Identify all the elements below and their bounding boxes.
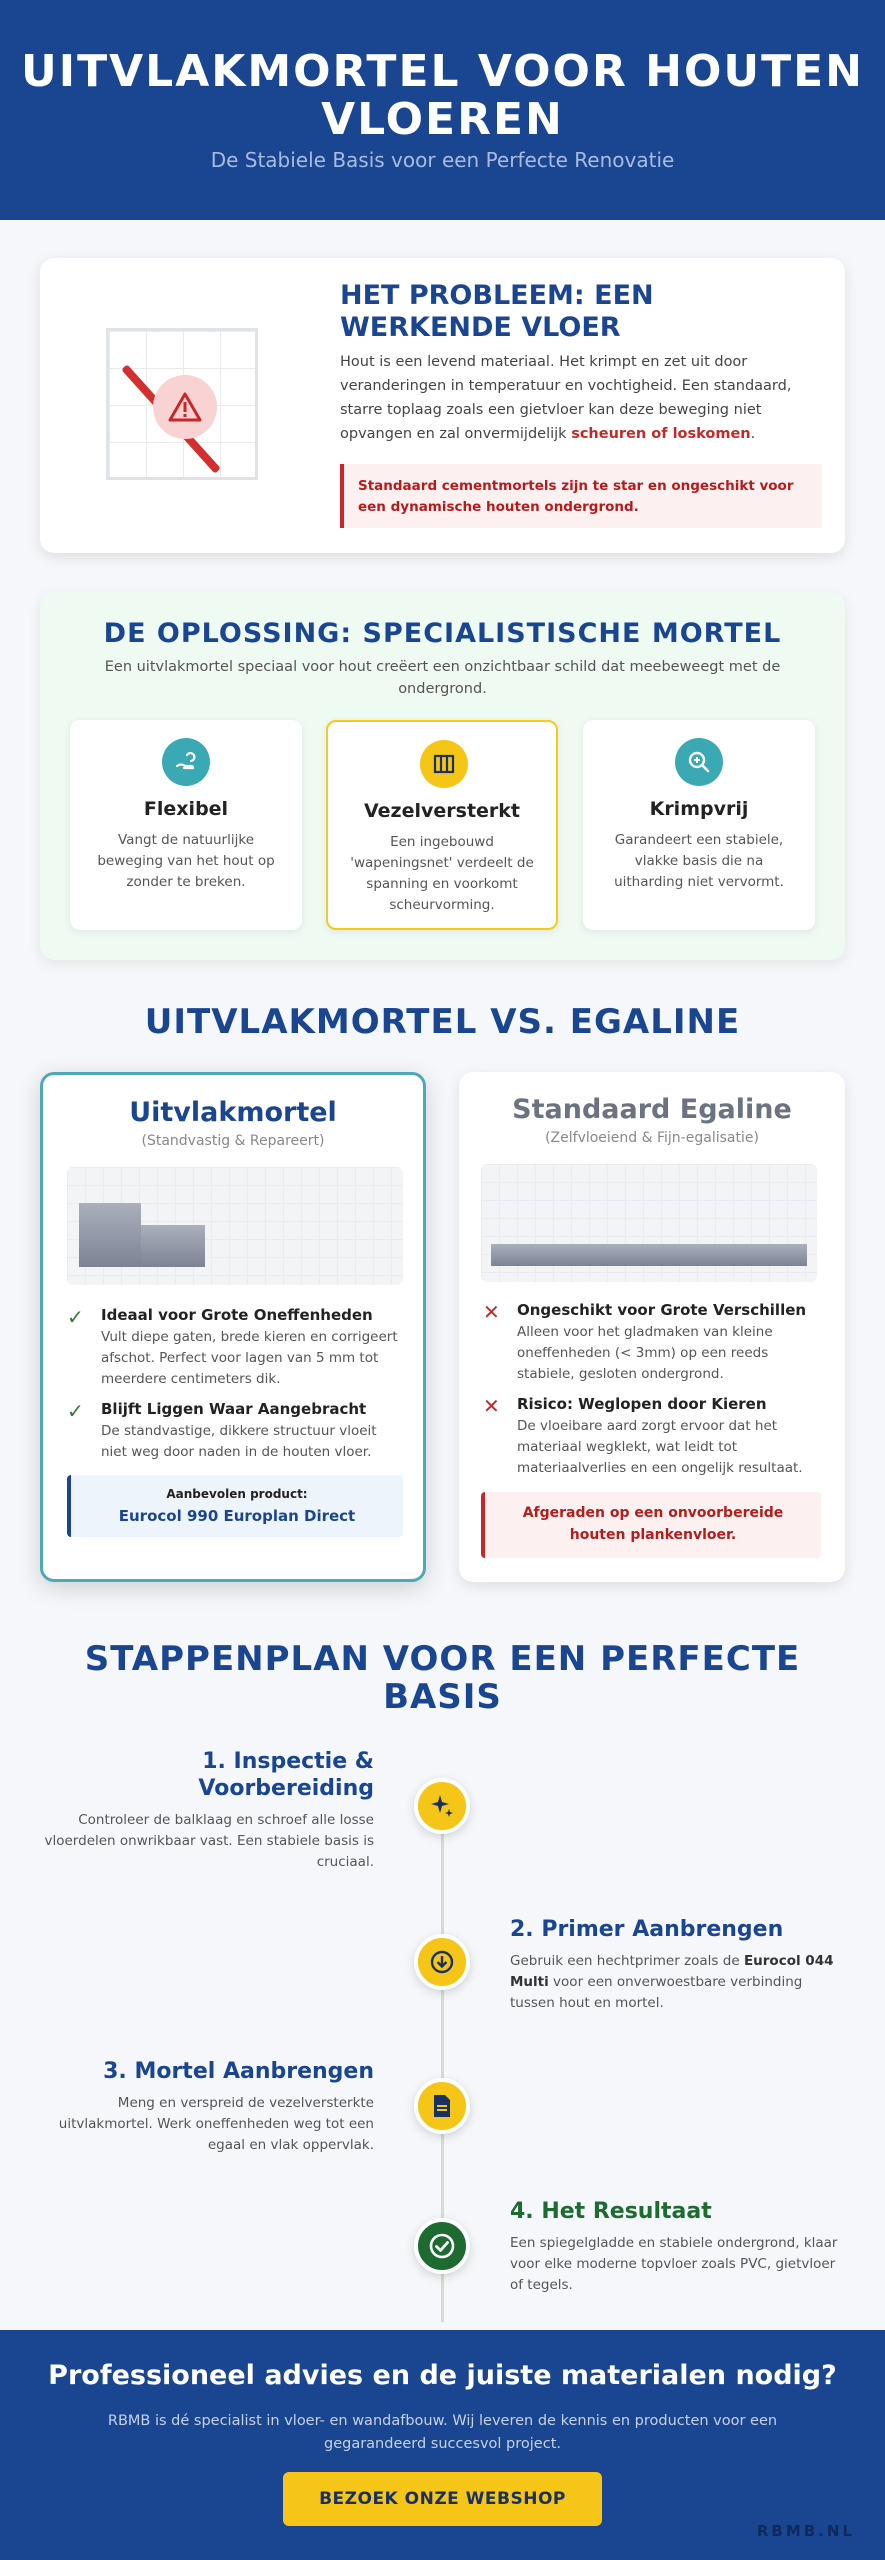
step-title: 2. Primer Aanbrengen [510,1917,784,1942]
comparison-pro-item [67,1305,403,1390]
step-title: 1. Inspectie & Voorbereiding [198,1749,374,1801]
item-text: De standvastige, dikkere structuur vloeit niet weg door naden in de houten vloer. [101,1423,377,1460]
page-title: UITVLAKMORTEL VOOR HOUTEN VLOEREN [20,46,864,145]
download-circle-icon [414,1934,470,1990]
solution-section [40,592,845,960]
check-icon: ✓ [67,1399,84,1423]
cross-icon: ✕ [483,1394,500,1418]
item-text: De vloeibare aard zorgt ervoor dat het materiaal wegklekt, wat leidt tot materiaalverlies en een ongelijk resultaat. [517,1418,803,1476]
cross-icon: ✕ [483,1300,500,1324]
egaline-thin-layer [491,1244,807,1266]
comparison-card-egaline [459,1072,845,1582]
cracked-floor-illustration [106,328,258,480]
flexible-hand-icon [162,738,210,786]
mortar-layer-thick [79,1203,141,1267]
recommended-product [67,1475,403,1537]
uneven-floor-illustration [67,1167,403,1285]
recommended-product-name: Eurocol 990 Europlan Direct [118,1507,356,1525]
problem-alert: Standaard cementmortels zijn te star en ongeschikt voor een dynamische houten ondergrond. [340,464,822,528]
item-title: Ideaal voor Grote Oneffenheden [101,1306,373,1324]
comparison-card-subtitle: (Standvastig & Repareert) [141,1133,325,1149]
step-text: Een spiegelgladde en stabiele ondergrond, klaar voor elke moderne topvloer zoals PVC, gietvloer of tegels. [510,2235,838,2293]
item-text: Vult diepe gaten, brede kieren en corrigeert afschot. Perfect voor lagen van 5 mm tot meerdere centimeters dik. [101,1329,398,1387]
feature-title: Vezelversterkt [363,800,521,822]
thin-layer-illustration [481,1164,817,1282]
problem-text-body: Hout is een levend materiaal. Het krimpt en zet uit door veranderingen in temperatuur en vochtigheid. Een standaard, starre toplaag zoals een gietvloer kan deze beweging niet opvangen en zal onvermijdelijk [340,354,792,442]
header [0,0,885,220]
problem-card [40,258,845,553]
egaline-warning: Afgeraden op een onvoorbereide houten plankenvloer. [481,1492,821,1558]
step-3 [40,2058,374,2156]
comparison-con-item [483,1300,825,1385]
step-2 [510,1916,845,2014]
feature-title: Flexibel [143,798,229,820]
comparison-title: UITVLAKMORTEL VS. EGALINE [144,1002,741,1042]
solution-title: DE OPLOSSING: SPECIALISTISCHE MORTEL [103,618,782,649]
check-icon: ✓ [67,1305,84,1329]
problem-text [340,350,810,446]
sparkles-icon [414,1778,470,1834]
item-title: Ongeschikt voor Grote Verschillen [517,1301,807,1319]
brand-logo-text: RBMB.NL [756,2522,855,2540]
document-icon [414,2078,470,2134]
step-text-product: Eurocol 044 Multi [510,1953,834,1990]
step-title: 3. Mortel Aanbrengen [103,2059,374,2084]
solution-subtitle: Een uitvlakmortel speciaal voor hout creëert een onzichtbaar schild dat meebeweegt met de ondergrond. [104,659,781,697]
step-text-a: Gebruik een hechtprimer zoals de [510,1953,744,1969]
step-text: Meng en verspreid de vezelversterkte uitvlakmortel. Werk oneffenheden weg tot een egaal en vlak oppervlak. [58,2095,374,2153]
feature-text: Een ingebouwd 'wapeningsnet' verdeelt de spanning en voorkomt scheurvorming. [350,834,534,913]
feature-card-krimpvrij [583,720,815,930]
mesh-grid-icon [420,740,468,788]
feature-title: Krimpvrij [649,798,749,820]
footer-cta [0,2330,885,2560]
item-title: Risico: Weglopen door Kieren [517,1395,767,1413]
page-subtitle: De Stabiele Basis voor een Perfecte Renovatie [210,148,675,172]
visit-webshop-button[interactable]: BEZOEK ONZE WEBSHOP [283,2472,602,2526]
mortar-layer-thin [141,1225,205,1267]
recommended-label: Aanbevolen product: [166,1487,308,1501]
comparison-card-title: Standaard Egaline [512,1094,792,1125]
problem-text-highlight: scheuren of loskomen [571,426,751,442]
comparison-card-subtitle: (Zelfvloeiend & Fijn-egalisatie) [545,1130,759,1146]
comparison-card-uitvlakmortel [40,1072,426,1582]
step-title: 4. Het Resultaat [510,2199,712,2224]
problem-title: HET PROBLEEM: EEN WERKENDE VLOER [340,280,654,343]
comparison-pro-item [67,1399,403,1463]
warning-icon [153,375,217,439]
step-text: Controleer de balklaag en schroef alle losse vloerdelen onwrikbaar vast. Een stabiele basis is cruciaal. [44,1812,374,1870]
feature-card-vezelversterkt [326,720,558,930]
feature-card-flexibel [70,720,302,930]
step-text-c: voor een onverwoestbare verbinding tussen hout en mortel. [510,1974,803,2011]
comparison-card-title: Uitvlakmortel [129,1097,337,1128]
feature-text: Garandeert een stabiele, vlakke basis die na uitharding niet vervormt. [614,832,784,890]
step-text [510,1951,845,2014]
feature-text: Vangt de natuurlijke beweging van het hout op zonder te breken. [97,832,275,890]
step-1 [40,1748,374,1873]
step-4 [510,2198,845,2296]
check-circle-icon [414,2218,470,2274]
item-title: Blijft Liggen Waar Aangebracht [101,1400,367,1418]
footer-text: RBMB is dé specialist in vloer- en wandafbouw. Wij leveren de kennis en producten voor een gegarandeerd succesvol project. [107,2413,778,2452]
comparison-con-item [483,1394,825,1479]
steps-title: STAPPENPLAN VOOR EEN PERFECTE BASIS [84,1639,801,1717]
item-text: Alleen voor het gladmaken van kleine oneffenheden (< 3mm) op een reeds stabiele, gesloten ondergrond. [517,1324,773,1382]
problem-text-end: . [750,426,756,442]
footer-title: Professioneel advies en de juiste materialen nodig? [48,2360,837,2391]
zoom-in-icon [675,738,723,786]
